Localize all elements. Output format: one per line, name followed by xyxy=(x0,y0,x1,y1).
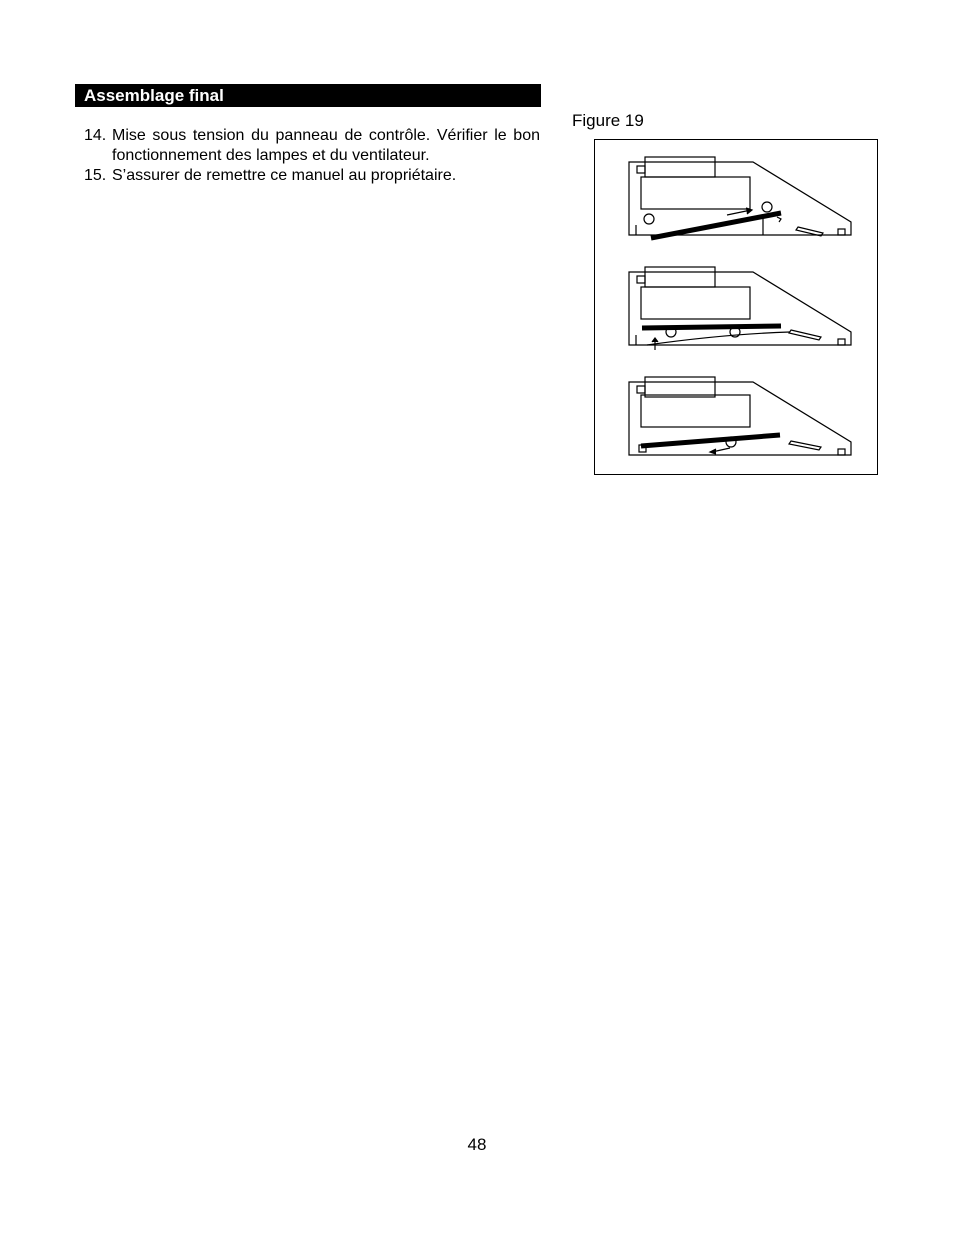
diagram-panel-2 xyxy=(629,267,851,350)
page-number: 48 xyxy=(467,1135,487,1154)
figure-caption: Figure 19 xyxy=(572,111,644,130)
figure-19-illustration xyxy=(594,139,878,475)
section-title: Assemblage final xyxy=(84,86,224,105)
step-number: 14. xyxy=(84,127,107,144)
instruction-step-15 xyxy=(84,166,540,186)
diagram-panel-1 xyxy=(629,157,851,238)
step-text: S’assurer de remettre ce manuel au propriétaire. xyxy=(112,167,457,184)
range-hood-filter-diagram xyxy=(595,140,879,476)
step-number: 15. xyxy=(84,167,107,184)
instruction-list xyxy=(84,126,540,186)
section-header xyxy=(75,84,541,107)
diagram-panel-3 xyxy=(629,377,851,455)
step-text: Mise sous tension du panneau de contrôle. Vérifier le bon fonctionnement des lampes et du ventilateur. xyxy=(112,127,540,164)
instruction-step-14 xyxy=(84,126,540,166)
